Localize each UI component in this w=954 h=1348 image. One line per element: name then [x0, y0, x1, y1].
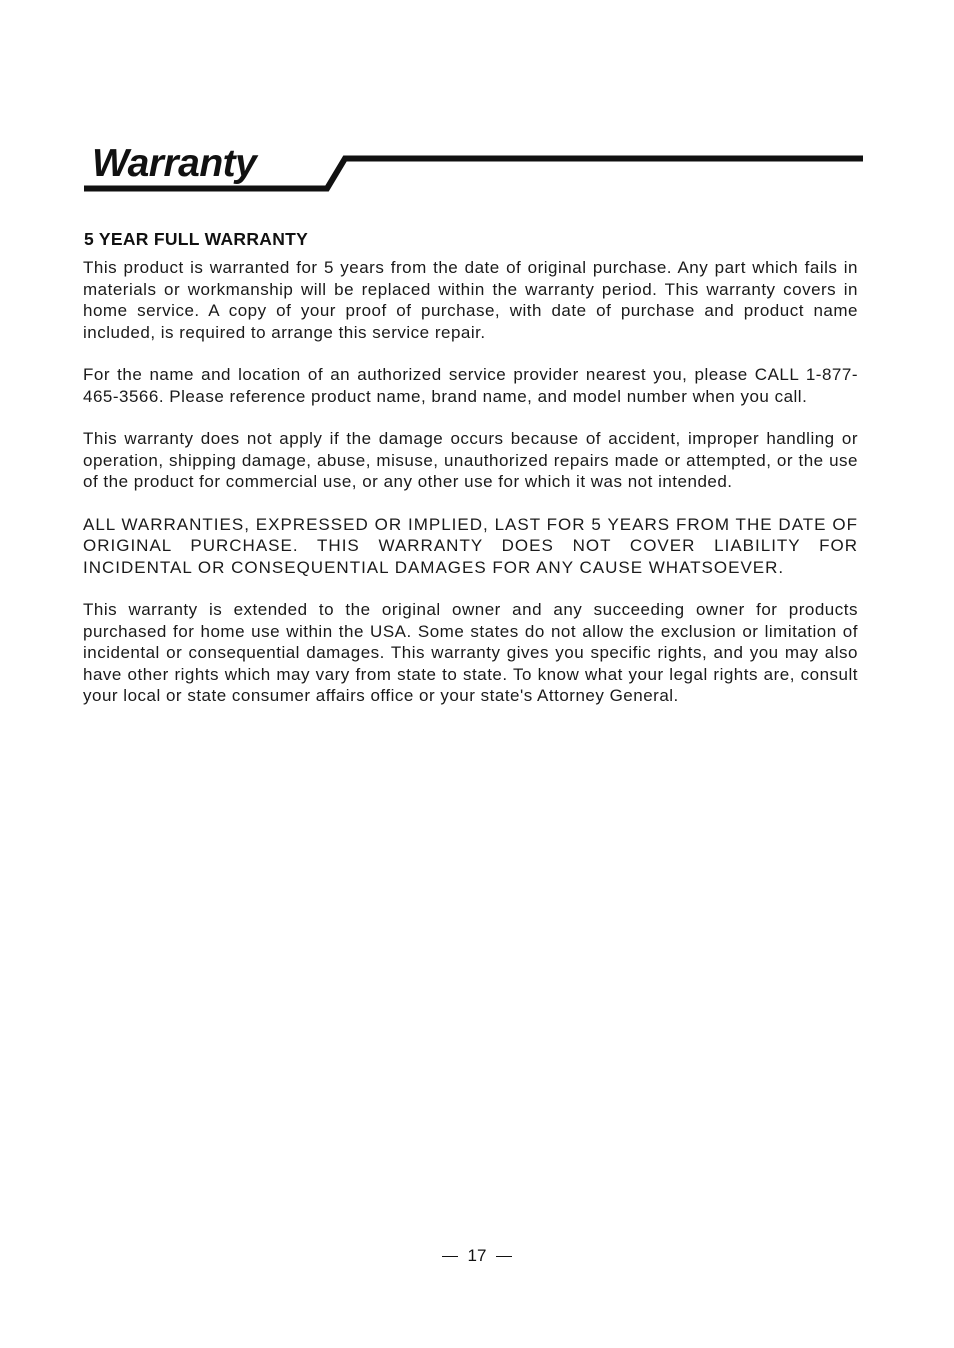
warranty-section [83, 226, 858, 728]
page-title: Warranty [92, 142, 257, 185]
warranty-paragraph-exclusions: This warranty does not apply if the damage occurs because of accident, improper handling or operation, shipping damage, abuse, misuse, unauthorized repairs made or attempted, or the use of the product for commercial use, or any other use for which it was not intended. [83, 429, 858, 491]
warranty-heading: 5 YEAR FULL WARRANTY [84, 229, 309, 249]
page-number-right-dash [496, 1256, 512, 1257]
warranty-paragraph-legal-rights: This warranty is extended to the original owner and any succeeding owner for products purchased for home use within the USA. Some states do not allow the exclusion or limitation of incidental or consequential damages. This warranty gives you specific rights, and you may also have other rights which may vary from state to state. To know what your legal rights are, consult your local or state consumer affairs office or your state's Attorney General. [83, 600, 858, 705]
page-number-value: 17 [467, 1246, 487, 1265]
warranty-paragraph-service-contact: For the name and location of an authorized service provider nearest you, please CALL 1-877-465-3566. Please reference product name, brand name, and model number when you call. [83, 365, 858, 406]
page-number [0, 1245, 954, 1267]
warranty-paragraph-coverage: This product is warranted for 5 years from the date of original purchase. Any part which fails in materials or workmanship will be replaced within the warranty period. This warranty covers in home service. A copy of your proof of purchase, with date of purchase and product name included, is required to arrange this service repair. [83, 258, 858, 342]
warranty-paragraph-limitations: ALL WARRANTIES, EXPRESSED OR IMPLIED, LAST FOR 5 YEARS FROM THE DATE OF ORIGINAL PURCHASE. THIS WARRANTY DOES NOT COVER LIABILITY FOR INCIDENTAL OR CONSEQUENTIAL DAMAGES FOR ANY CAUSE WHATSOEVER. [83, 514, 858, 577]
page-number-left-dash [442, 1256, 458, 1257]
